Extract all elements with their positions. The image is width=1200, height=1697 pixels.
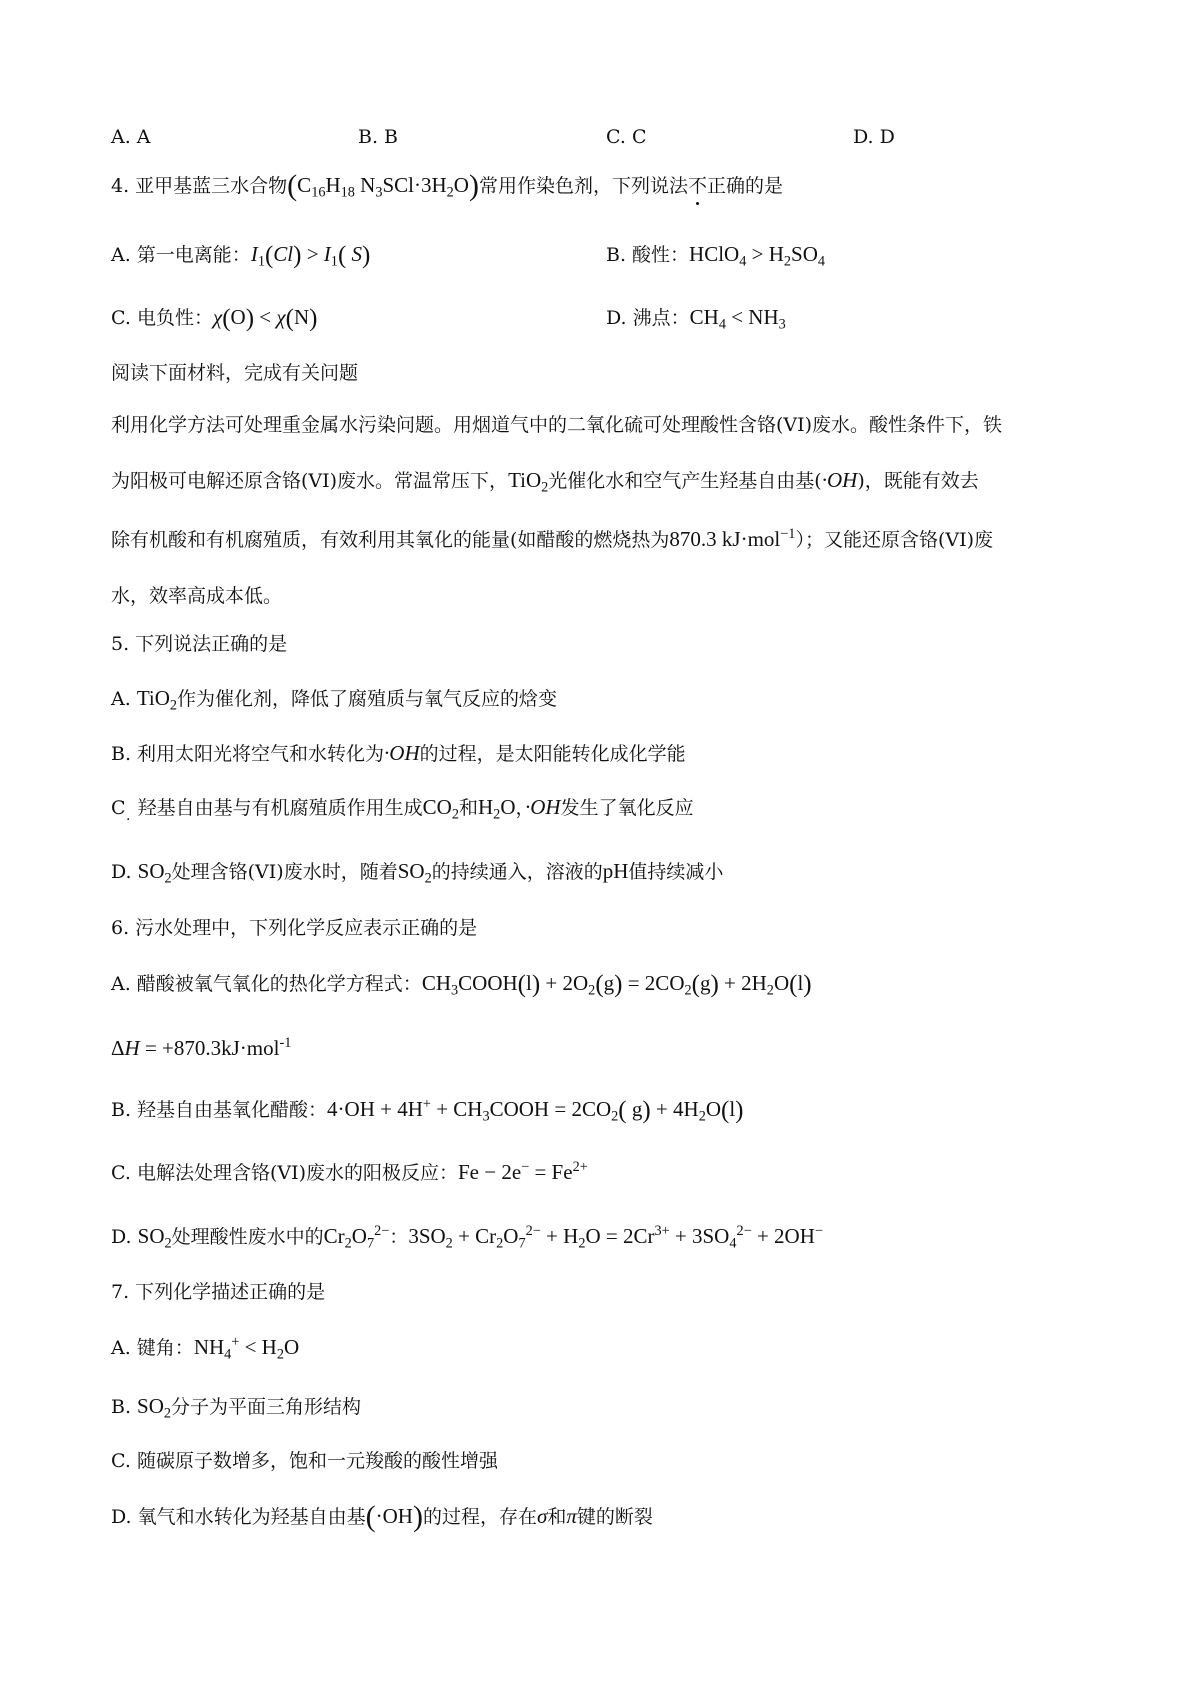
q5-option-a: A. TiO$_2$作为催化剂，降低了腐殖质与氧气反应的焓变 — [111, 686, 558, 714]
material-intro: 阅读下面材料，完成有关问题 — [111, 362, 359, 384]
q6-stem: 6. 污水处理中，下列化学反应表示正确的是 — [111, 917, 478, 939]
q6-option-a: A. 醋酸被氧气氧化的热化学方程式：$CH_3COOH(l) + 2O_2(g) = 2CO_2(g) + 2H_2O(l)$ — [111, 971, 812, 999]
material-line-3: 除有机酸和有机腐殖质，有效利用其氧化的能量(如醋酸的燃烧热为870.3 kJ·mol$^{-1}$）；又能还原含铬(VI)废 — [111, 526, 994, 551]
q7-stem: 7. 下列化学描述正确的是 — [111, 1281, 326, 1303]
q7-option-a: A. 键角：$NH_4^+ < H_2O$ — [111, 1334, 300, 1363]
prev-option-c: C. C — [606, 126, 647, 148]
material-line-1: 利用化学方法可处理重金属水污染问题。用烟道气中的二氧化硫可处理酸性含铬(VI)废水。酸性条件下，铁 — [111, 414, 1003, 436]
q4-option-b: B. 酸性：HClO$_4$ > $H_2SO_4$ — [606, 242, 826, 270]
prev-option-d: D. D — [853, 126, 895, 148]
material-line-2: 为阳极可电解还原含铬(VI)废水。常温常压下，TiO$_2$光催化水和空气产生羟基自由基(·OH)，既能有效去 — [111, 468, 979, 496]
q5-option-b: B. 利用太阳光将空气和水转化为·OH的过程，是太阳能转化成化学能 — [111, 741, 686, 765]
q7-option-c: C. 随碳原子数增多，饱和一元羧酸的酸性增强 — [111, 1450, 498, 1472]
prev-option-a: A. A — [111, 126, 151, 148]
q5-stem: 5. 下列说法正确的是 — [111, 633, 288, 655]
q5-option-c: C 羟基自由基与有机腐殖质作用生成$CO_2$和$H_2O$，·OH发生了氧化反应 — [111, 795, 694, 823]
q4-stem-pre: 4. 亚甲基蓝三水合物 — [111, 175, 288, 197]
q4-stem-post: 常用作染色剂，下列说法 — [478, 175, 688, 197]
material-line-4: 水，效率高成本低。 — [111, 585, 283, 607]
q6-option-d: D. $SO_2$处理酸性废水中的$Cr_2O_7^{2-}$：$3SO_2 + Cr_2O_7^{2-} + H_2O = 2Cr^{3+} + 3SO_4^{2-} + 2OH^-$ — [111, 1223, 823, 1252]
q7-option-d: D. 氧气和水转化为羟基自由基(·OH)的过程，存在σ和π键的断裂 — [111, 1500, 653, 1533]
q4-stem-end: 正确的是 — [706, 175, 783, 197]
prev-option-b: B. B — [358, 126, 399, 148]
q7-option-b: B. $SO_2$分子为平面三角形结构 — [111, 1394, 362, 1422]
q6-option-a-enthalpy: ΔH = +870.3kJ·mol$^{-1}$ — [111, 1035, 292, 1060]
q5-option-d: D. $SO_2$处理含铬(VI)废水时，随着$SO_2$的持续通入，溶液的pH值持续减小 — [111, 859, 724, 887]
q6-option-b: B. 羟基自由基氧化醋酸：$4\cdot OH + 4H^+ + CH_3COOH = 2CO_2$( $g) + 4H_2O(l)$ — [111, 1096, 744, 1125]
q4-option-d: D. 沸点：$CH_4 < NH_3$ — [606, 305, 786, 333]
q4-option-c: C. 电负性：χ(O) < χ(N) — [111, 305, 318, 332]
q6-option-c: C. 电解法处理含铬(VI)废水的阳极反应：$Fe - 2e^- = Fe^{2+}$ — [111, 1159, 588, 1184]
q4-stem: 4. 亚甲基蓝三水合物($C_{16}H_{18}$ $N_3SCl\cdot 3H_2O$)常用作染色剂，下列说法不正确的是 — [111, 169, 783, 202]
q4-stem-not: 不 — [687, 175, 707, 197]
q4-option-a: A. 第一电离能：$I_1(Cl) > I_1$( S) — [111, 242, 371, 270]
q5-c-dot: · — [126, 812, 131, 828]
